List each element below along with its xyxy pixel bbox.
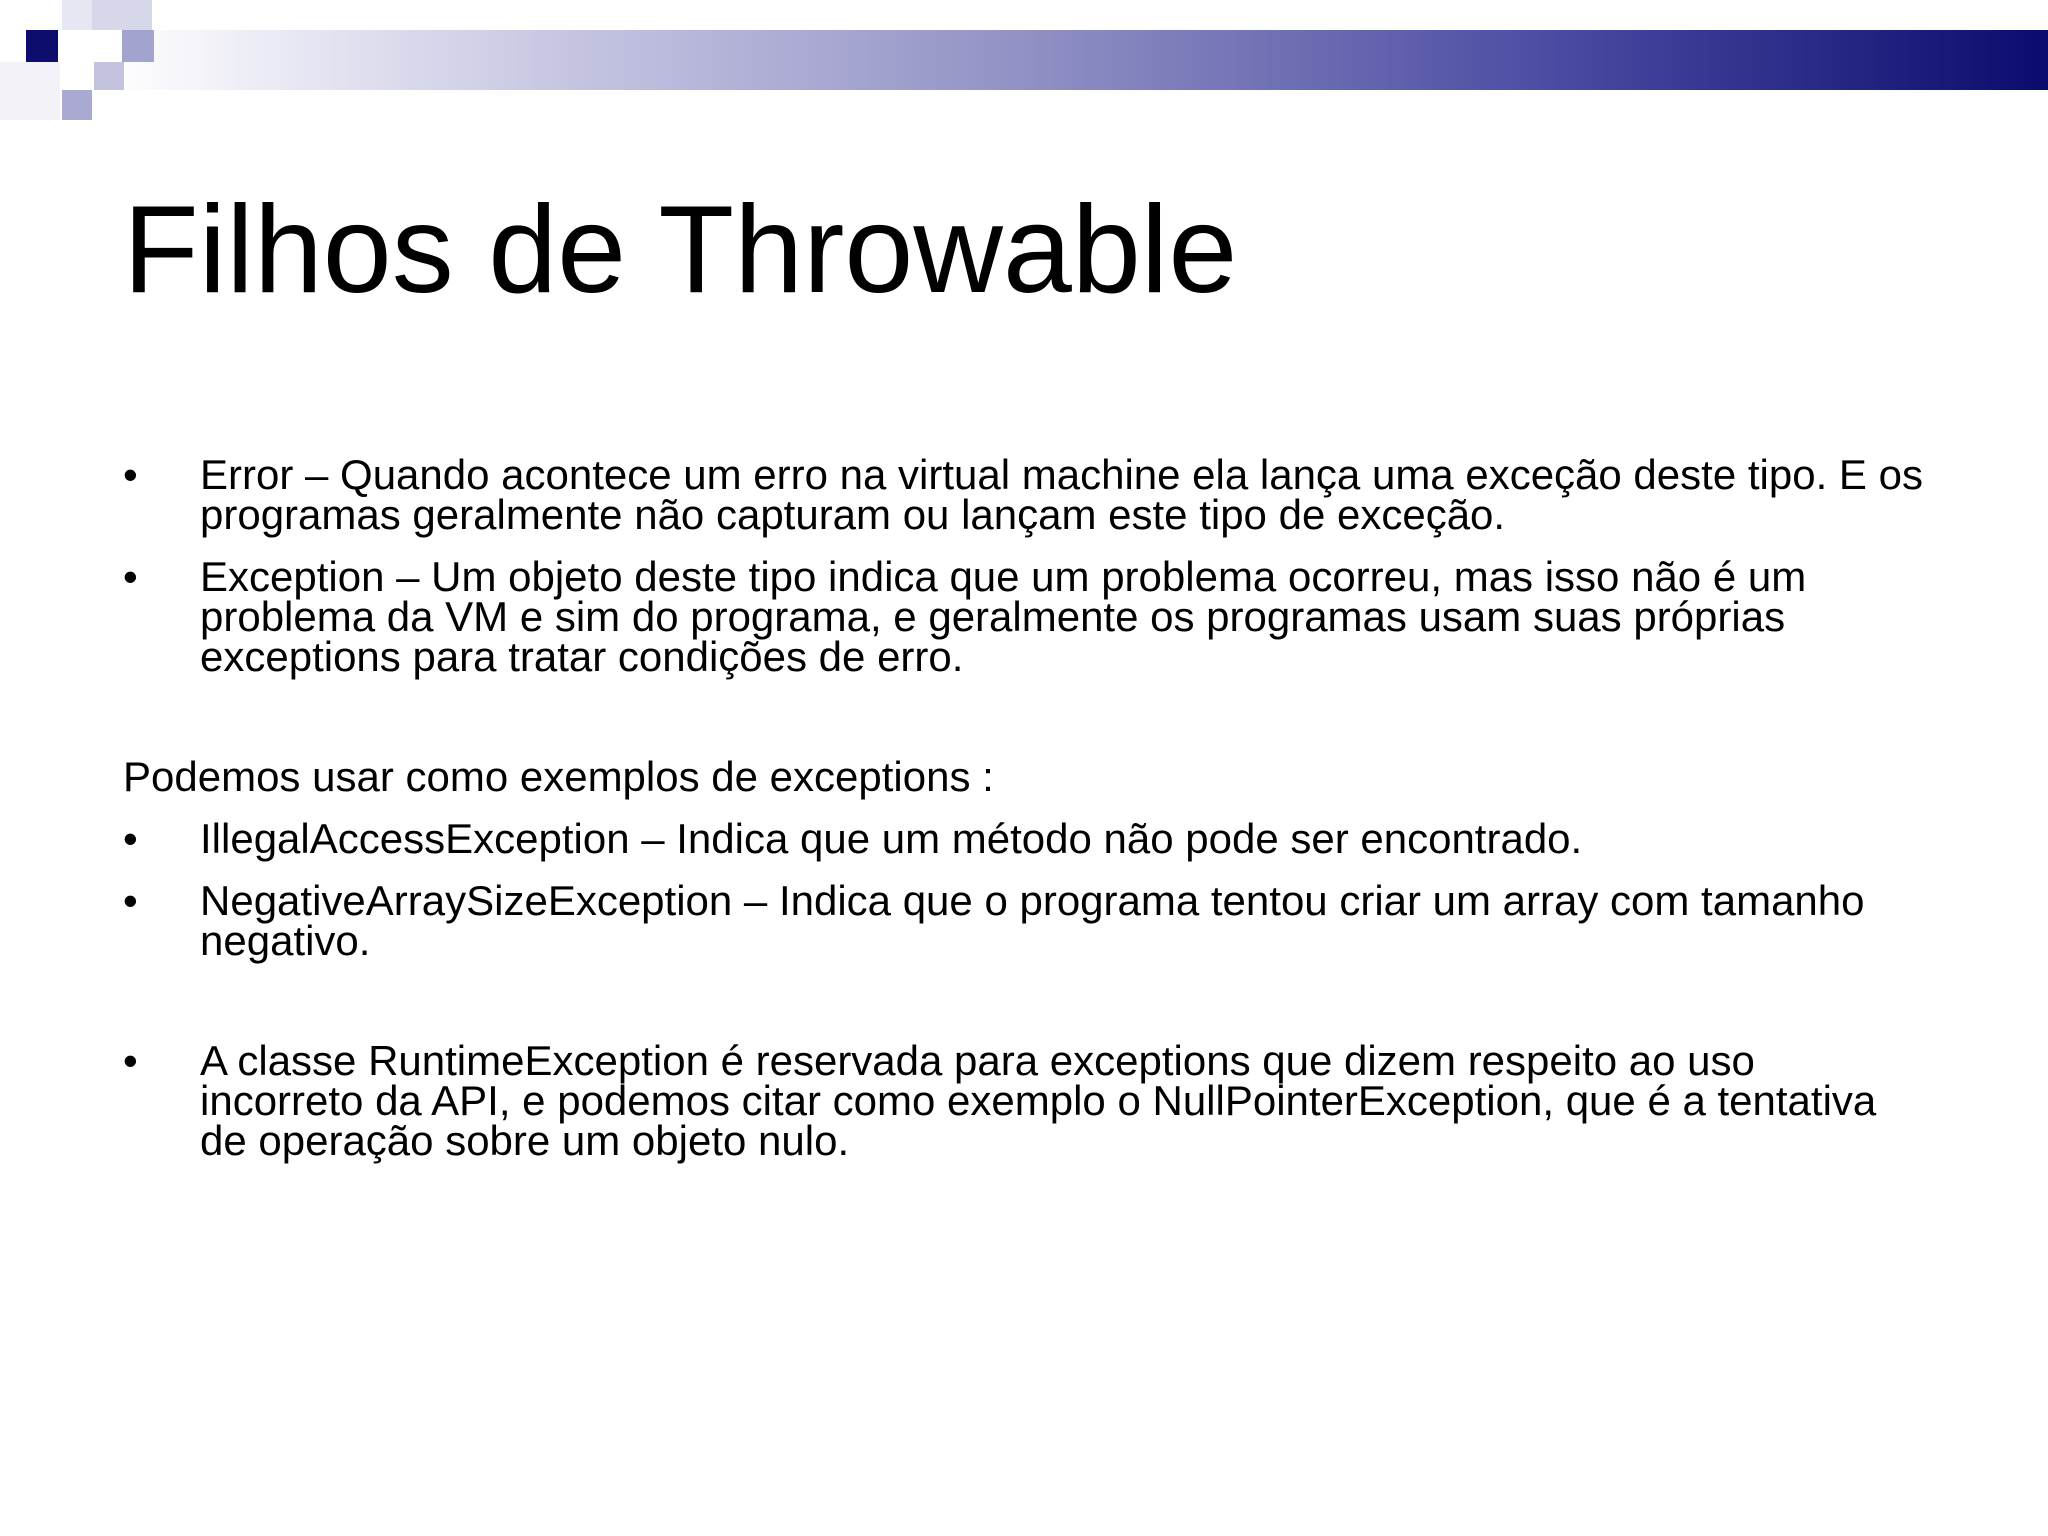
bullet-text: A classe RuntimeException é reservada para exceptions que dizem respeito ao uso incorreto da API, e podemos citar como exemplo o NullPointerException, que é a tentativa de operação sobre um objeto nulo.: [200, 1037, 1877, 1164]
decorative-square: [62, 90, 92, 120]
decorative-square: [94, 62, 124, 90]
bullet-illegal-access: [123, 815, 1923, 862]
bullet-negative-array: [123, 877, 1923, 964]
decorative-square: [62, 0, 92, 30]
bullet-text: Error – Quando acontece um erro na virtual machine ela lança uma exceção deste tipo. E os programas geralmente não capturam ou lançam este tipo de exceção.: [200, 451, 1923, 538]
bullet-runtime-exception: [123, 1037, 1923, 1164]
bullet-text: Exception – Um objeto deste tipo indica que um problema ocorreu, mas isso não é um problema da VM e sim do programa, e geralmente os programas usam suas próprias exceptions para tratar condições de erro.: [200, 553, 1807, 680]
decorative-square: [0, 62, 60, 120]
examples-intro: Podemos usar como exemplos de exceptions :: [123, 753, 994, 800]
bullet-icon: •: [123, 553, 138, 600]
decorative-square: [92, 0, 152, 30]
slide-title: Filhos de Throwable: [123, 181, 1238, 319]
bullet-exception: [123, 553, 1923, 680]
bullet-icon: •: [123, 877, 138, 924]
slide-body: [123, 451, 1923, 1164]
decorative-square: [122, 30, 154, 62]
bullet-text: IllegalAccessException – Indica que um método não pode ser encontrado.: [200, 815, 1583, 862]
header-gradient-bar: [108, 30, 2048, 90]
bullet-icon: •: [123, 451, 138, 498]
bullet-icon: •: [123, 815, 138, 862]
bullet-icon: •: [123, 1037, 138, 1084]
decorative-square: [26, 30, 58, 62]
bullet-error: [123, 451, 1923, 538]
bullet-text: NegativeArraySizeException – Indica que o programa tentou criar um array com tamanho negativo.: [200, 877, 1865, 964]
